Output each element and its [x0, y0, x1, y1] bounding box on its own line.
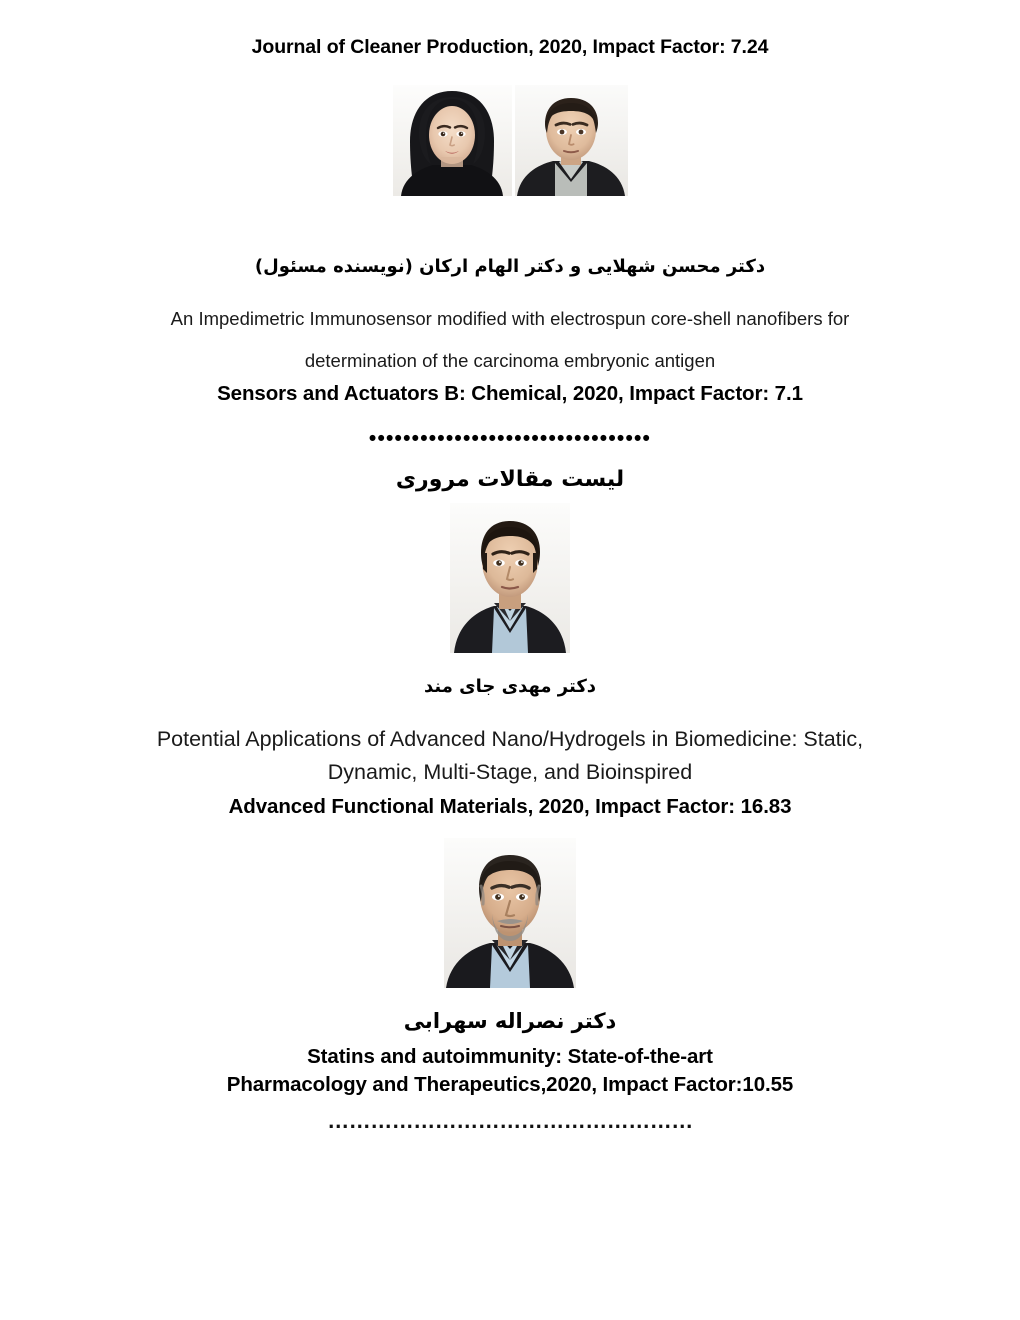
- male-researcher-portrait-icon: [515, 85, 628, 196]
- female-researcher-portrait-icon: [393, 85, 512, 196]
- portrait-photo-pair: [0, 85, 1020, 196]
- male-researcher-portrait-mehdi-icon: [450, 503, 570, 653]
- section-heading-review-articles: لیست مقالات مروری: [395, 467, 625, 492]
- author-name-nasrollah-sohrabi: دکتر نصراله سهرابی: [403, 1009, 617, 1033]
- dot-divider: •••••••••••••••••••••••••••••••••: [368, 427, 652, 450]
- paper-title-line2: determination of the carcinoma embryonic antigen: [304, 350, 716, 371]
- journal-line-sensors-actuators: Sensors and Actuators B: Chemical, 2020, Impact Factor: 7.1: [217, 382, 803, 405]
- journal-line-cleaner-production: Journal of Cleaner Production, 2020, Impact Factor: 7.24: [251, 36, 769, 58]
- review-title-1-line2: Dynamic, Multi-Stage, and Bioinspired: [327, 760, 693, 784]
- footer-ellipsis-divider: ……………………………………………: [327, 1108, 693, 1133]
- review-title-2: Statins and autoimmunity: State-of-the-art: [307, 1045, 713, 1068]
- photo-nasrollah-sohrabi: [444, 838, 576, 988]
- photo-container-mehdi: [0, 503, 1020, 653]
- journal-line-pharmacology-therapeutics: Pharmacology and Therapeutics,2020, Impact Factor:10.55: [226, 1073, 794, 1096]
- paper-title-line1: An Impedimetric Immunosensor modified with electrospun core-shell nanofibers for: [170, 308, 850, 329]
- review-title-1-line1: Potential Applications of Advanced Nano/Hydrogels in Biomedicine: Static,: [156, 727, 864, 751]
- male-researcher-portrait-sohrabi-icon: [444, 838, 576, 988]
- photo-male-researcher: [515, 85, 628, 196]
- authors-persian-shahlaei-arkan: دکتر محسن شهلایی و دکتر الهام ارکان (نویسنده مسئول): [254, 256, 766, 277]
- photo-mehdi-jaymand: [450, 503, 570, 653]
- author-name-mehdi-jaymand: دکتر مهدی جای مند: [423, 676, 597, 697]
- photo-container-sohrabi: [0, 838, 1020, 988]
- photo-female-researcher: [393, 85, 512, 196]
- journal-line-advanced-functional-materials: Advanced Functional Materials, 2020, Impact Factor: 16.83: [228, 795, 792, 818]
